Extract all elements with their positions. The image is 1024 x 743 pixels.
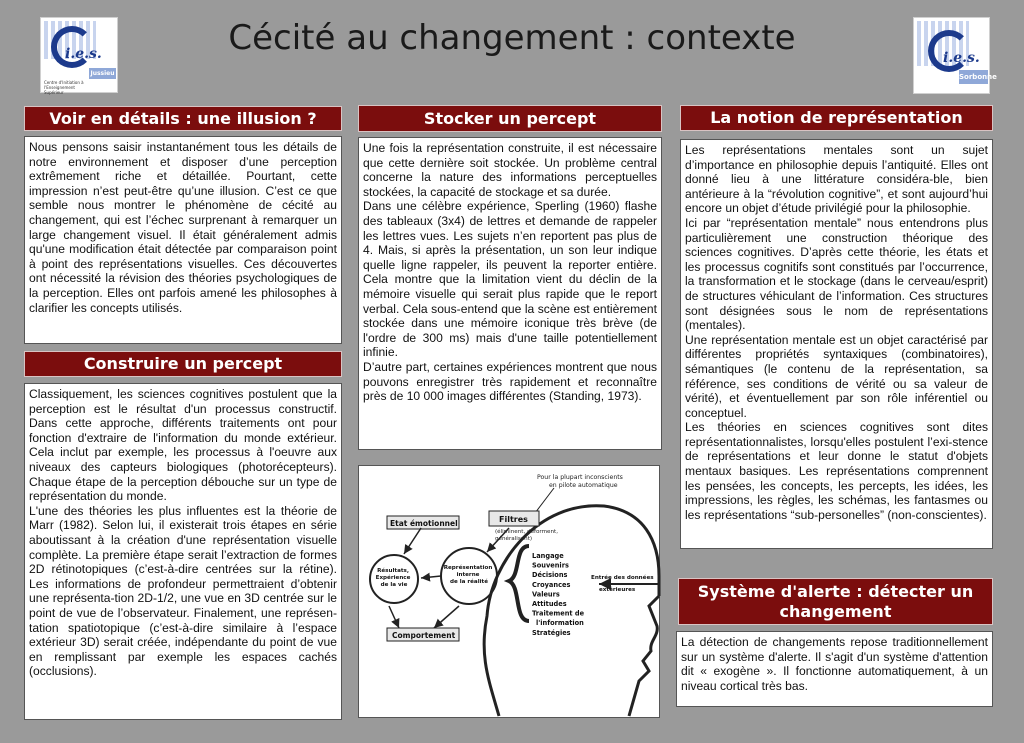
ies-sorbonne-logo — [913, 17, 997, 94]
heading-construire: Construire un percept — [24, 351, 342, 377]
note-line-2: en pilote automatique — [549, 482, 618, 489]
diagram-svg — [359, 466, 659, 717]
heading-illusion: Voir en détails : une illusion ? — [24, 106, 342, 131]
res-2: Expérience — [375, 575, 411, 581]
process-list-item: Décisions — [532, 571, 568, 580]
brace — [509, 546, 529, 621]
filtres-label: Filtres — [499, 515, 528, 524]
heading-stocker: Stocker un percept — [358, 105, 662, 132]
logo-ies-text: i.e.s. — [65, 46, 102, 62]
diagram-note-top — [537, 474, 625, 489]
process-list-item: Stratégies — [532, 628, 571, 637]
rep-3: de la réalité — [449, 579, 489, 585]
process-list-item: Attitudes — [532, 600, 567, 608]
entree-2: extérieures — [599, 587, 636, 593]
heading-notion: La notion de représentation — [680, 105, 993, 131]
logo-band-jussieu: Jussieu — [90, 70, 115, 77]
logo-caption: Centre d'Initiation à l'Enseignement Supérieur — [44, 80, 84, 95]
text-illusion: Nous pensons saisir instantanément tous les détails de notre environnement et disposer d’une perception extrêmement riche et détaillée. Pourtant, cette impression n’est peut-être qu’une illusion. C’est ce que semble nous montrer le phénomène de cécité au changement, qui est l’échec surprenant à remarquer un large changement visuel. Il était généralement admis qu'une modification était détectée par comparaison point à point des représentations visuelles. Ces découvertes ont nécessité la révision des théories psychologiques de la perception. Elles ont parfois amené les philosophes à clarifier les concepts utilisés. — [24, 136, 342, 344]
nlp-diagram — [358, 465, 660, 718]
logo-band-sorbonne: Sorbonne — [959, 70, 988, 84]
res-3: de la vie — [380, 582, 408, 588]
rep-1: Représentation — [443, 565, 493, 571]
face-profile — [629, 596, 659, 716]
text-alerte: La détection de changements repose traditionnellement sur un système d'alerte. Il s'agit d'un système d'attention dit « exogène ». Il fonctionne automatiquement, à un niveau cortical très bas. — [676, 631, 993, 707]
process-list-item: Traitement de — [532, 609, 585, 618]
process-list — [532, 552, 585, 637]
process-list-item: Souvenirs — [532, 561, 569, 570]
process-list-item: Croyances — [532, 580, 571, 589]
page-title: Cécité au changement : contexte — [228, 18, 796, 58]
filtres-sub-2: généralisent) — [495, 536, 533, 542]
heading-alerte: Système d'alerte : détecter un changement — [678, 578, 993, 625]
rep-2: interne — [456, 572, 480, 578]
logo-ies-text: i.e.s. — [943, 50, 980, 66]
etat-emotionnel-label: Etat émotionnel — [390, 519, 458, 528]
note-line-1: Pour la plupart inconscients — [537, 474, 623, 481]
process-list-item: Langage — [532, 552, 564, 560]
process-list-item: Valeurs — [532, 590, 560, 599]
process-list-item: l'information — [536, 619, 584, 628]
comportement-label: Comportement — [392, 631, 456, 640]
text-construire: Classiquement, les sciences cognitives postulent que la perception est le résultat d'un processus constructif. Dans cette approche, différents traitements ont pour fonction d'extraire de l'information du monde extérieur. Cela inclut par exemple, les processus à l'oeuvre aux niveaux des capteurs biologiques (photorécepteurs). Chaque étape de la perception débouche sur un type de représentation du monde. L'une des théories les plus influentes est la théorie de Marr (1982). Selon lui, il existerait trois étapes en série aboutissant à la création d'une représentation visuelle complète. La première étape serait l’extraction de formes 2D rétinotopiques (c’est-à-dire centrées sur la rétine). Les informations de profondeur permettraient d’obtenir une représenta-tion 2D-1/2, une vue en 3D centrée sur le point de vue de l’observateur. Finalement, une représen-tation spatiotopique (c’est-à-dire similaire à l’espace extérieur 3D) serait créée, indépendante du point de vue en remplissant par exemple les espaces cachés (occlusions). — [24, 383, 342, 720]
resultats-label — [376, 567, 413, 588]
representation-label — [444, 564, 495, 585]
filtres-sub-1: (éliminent, déforment, — [495, 529, 559, 535]
text-stocker: Une fois la représentation construite, il est nécessaire que cette dernière soit stockée. Un problème central concerne la nature des informations perceptuelles stockées, la capacité de stockage et sa durée. Dans une célèbre expérience, Sperling (1960) flashe des tableaux (3x4) de lettres et demande de rappeler les lettres vues. Les sujets n’en reportent pas plus de 4. Mais, si après la présentation, un son leur indique quelle ligne rappeler, ils peuvent la reporter entière. Cela montre que la limitation vient du déclin de la mémoire visuelle qui serait plus rapide que le report verbal. Cela sous-entend que la scène est entièrement stockée dans une mémoire iconique très brève (de l'ordre de 300 ms) mais d'une taille potentiellement infinie. D’autre part, certaines expériences montrent que nous pouvons enregistrer très rapidement et reconnaître près de 10 000 images différentes (Standing, 1973). — [358, 137, 662, 450]
entree-1: Entrée des données — [591, 575, 654, 581]
ies-jussieu-logo — [40, 17, 118, 93]
text-notion: Les représentations mentales sont un sujet d’importance en philosophie depuis l’antiquité. Elles ont donné lieu à une littérature considéra-ble, bien antérieure à la “révolution cognitive”, et sont aujourd’hui encore un objet d’étude privilégié pour la philosophie. Ici par “représentation mentale” nous entendrons plus particulièrement une construction théorique des sciences cognitives. D’après cette théorie, les états et les processus cognitifs sont constitués par l’occurrence, la transformation et le stockage (dans le cerveau/esprit) de structures véhiculant de l’information. Ces structures sont désignées sous le nom de représentations (mentales). Une représentation mentale est un objet caractérisé par différentes propriétés syntaxiques (combinatoires), sémantiques (le contenu de la représentation, sa référence, ses conditions de vérité ou sa valeur de vérité), et éventuellement par son rôle inférentiel ou conceptuel. Les théories en sciences cognitives sont dites représentationnalistes, lorsqu'elles postulent l’exi-stence de représentations et leur donne le statut d'objets mentaux basiques. Les représentations comprennent les pensées, les concepts, les percepts, les idées, les impressions, les règles, les schémas, les fantasmes ou les représentations “sub-personelles” (non-conscientes). — [680, 139, 993, 549]
res-1: Résultats, — [377, 568, 409, 574]
